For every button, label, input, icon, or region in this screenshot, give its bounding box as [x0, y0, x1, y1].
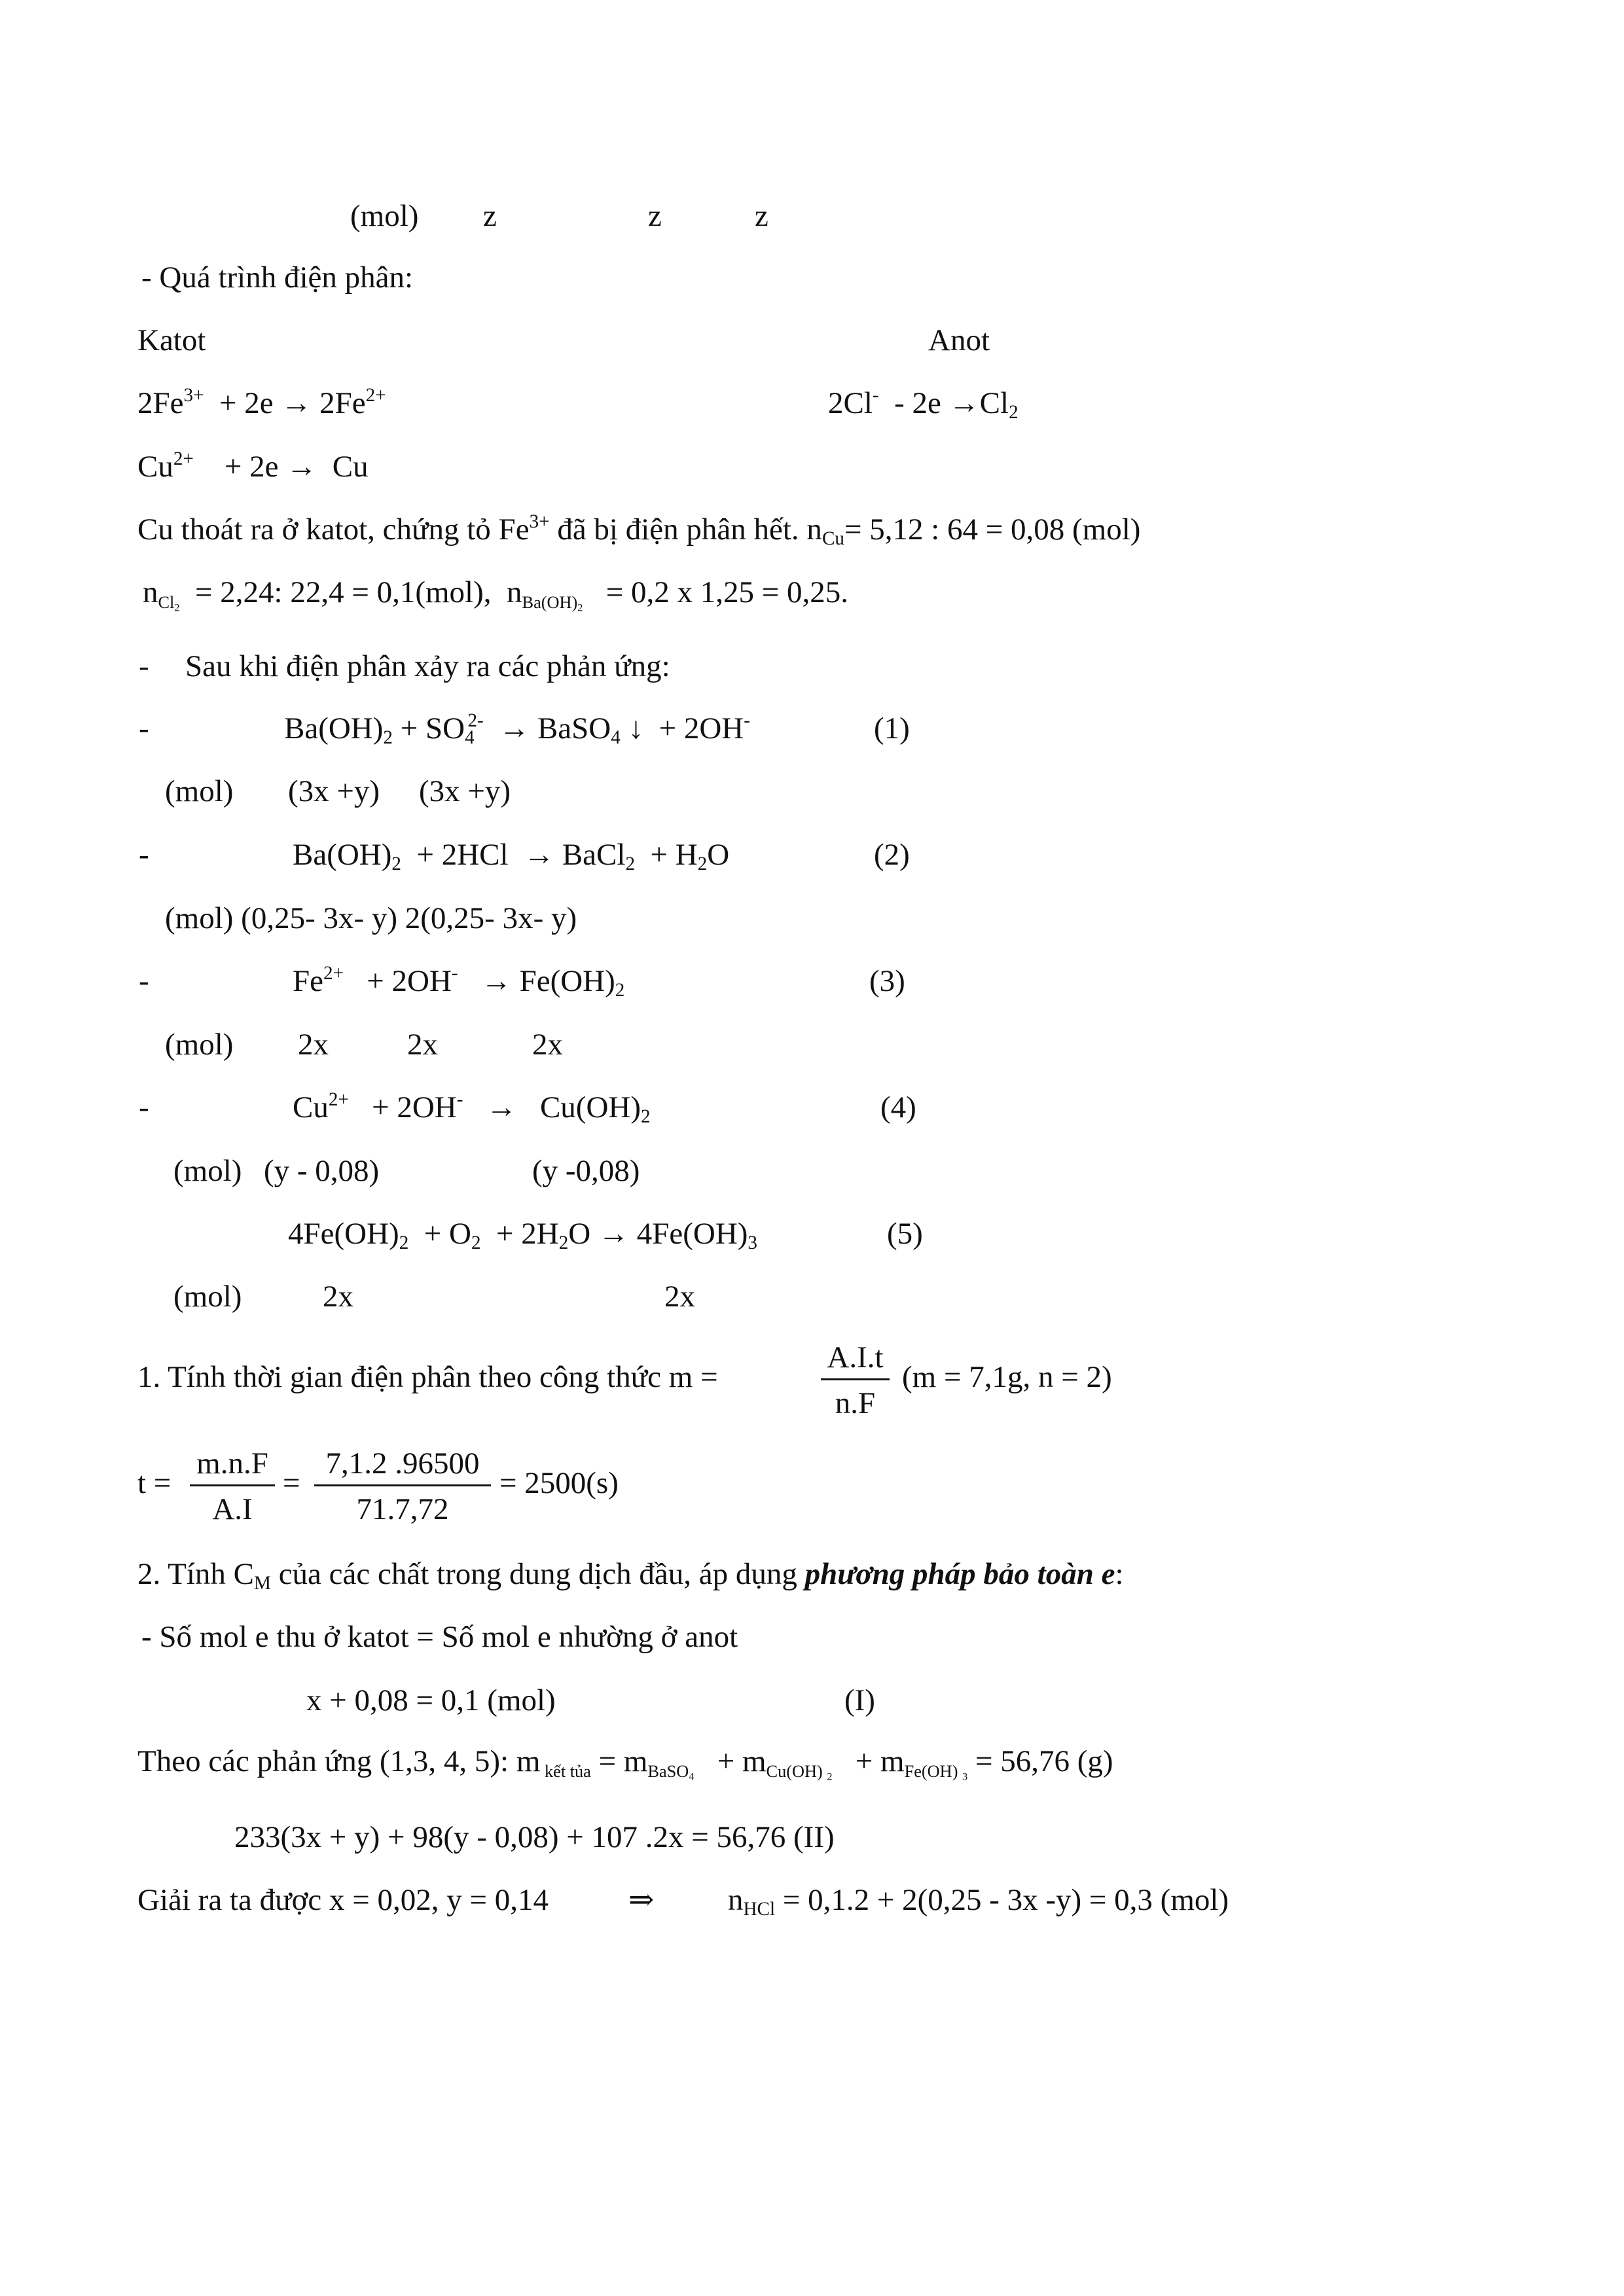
mol-unit: (mol): [350, 199, 419, 233]
mol4-unit: (mol): [173, 1154, 242, 1188]
equation-I-number: (I): [844, 1683, 875, 1717]
t-fraction-1: [190, 1448, 275, 1525]
eq4-dash: -: [139, 1090, 149, 1124]
precipitate-mass-line: Theo các phản ứng (1,3, 4, 5): m kết tủa = mBaSO$_4$ + mCu(OH) $_2$ + mFe(OH) $_3$ = 56,76 (g): [137, 1744, 1113, 1783]
katot-equation-1: $2Fe^{3+} + 2e \to 2Fe^{2+}$: [137, 384, 386, 420]
after-text: Sau khi điện phân xảy ra các phản ứng:: [185, 649, 670, 683]
cu-conclusion-line: Cu thoát ra ở katot, chứng tỏ $Fe^{3+}$ đã bị điện phân hết. $n_{Cu}= 5,12$ : 64 = 0,08 (mol): [137, 511, 1141, 550]
mol2-line: (mol) (0,25- 3x- y) 2(0,25- 3x- y): [165, 901, 577, 935]
final-solution: Giải ra ta được x = 0,02, y = 0,14: [137, 1883, 549, 1917]
reaction-1: $Ba(OH)_2 + SO_4^{2-}$ → BaSO$_4$ ↓ + 2OH-: [284, 709, 750, 749]
question-1-tail: (m = 7,1g, n = 2): [902, 1360, 1112, 1394]
question-1-text: 1. Tính thời gian điện phân theo công thức m =: [137, 1360, 718, 1394]
process-title: - Quá trình điện phân:: [141, 260, 414, 295]
reaction-2: $Ba(OH)_2 + 2HCl$ → BaCl$_2$ + $H_2O$: [293, 838, 730, 875]
fraction-denominator: 71.7,72: [356, 1492, 449, 1526]
mol-z3: z: [755, 199, 768, 233]
equation-I: x + 0,08 = 0,1 (mol): [306, 1683, 556, 1717]
implies-arrow: ⇒: [628, 1883, 655, 1917]
mol-z1: z: [483, 199, 497, 233]
mol5-unit: (mol): [173, 1280, 242, 1314]
electron-balance-line: - Số mol e thu ở katot = Số mol e nhường ở anot: [141, 1620, 738, 1654]
reaction-1-number: (1): [874, 711, 910, 745]
t-lhs: t =: [137, 1466, 171, 1500]
katot-equation-2: $Cu^{2+}$ + 2e → Cu: [137, 448, 369, 484]
mol5-b: 2x: [664, 1280, 695, 1314]
reaction-5-number: (5): [887, 1217, 923, 1251]
reaction-4: $Cu^{2+}$ + 2OH- → $Cu(OH)_2$: [293, 1088, 651, 1128]
anot-label: Anot: [928, 323, 990, 357]
moles-line: nCl$_2$ = 2,24: 22,4 = 0,1(mol), $nBa(OH)_2$ = 0,2 x 1,25 = 0,25.: [143, 575, 848, 614]
mol3-b: 2x: [407, 1028, 438, 1062]
formula-fraction-q1: [821, 1342, 890, 1419]
anot-equation: $2Cl^- - 2e \to Cl_2$: [828, 384, 1019, 423]
eq2-dash: -: [139, 838, 149, 872]
final-hcl: $n_{HCl} = 0,1.2 + 2(0,25 - 3x$ -y) = 0,3 (mol): [728, 1883, 1229, 1920]
mol4-a: (y - 0,08): [264, 1154, 380, 1188]
mol5-a: 2x: [323, 1280, 353, 1314]
eq3-dash: -: [139, 964, 149, 998]
equation-II: 233(3x + y) + 98(y - 0,08) + 107 .2x = 56,76 (II): [234, 1820, 835, 1854]
fraction-numerator: A.I.t: [821, 1342, 890, 1380]
fraction-numerator: m.n.F: [190, 1448, 275, 1486]
reaction-3-number: (3): [869, 964, 905, 998]
t-result: = 2500(s): [499, 1466, 619, 1500]
mol1-b: (3x +y): [419, 774, 511, 808]
fraction-denominator: n.F: [835, 1386, 876, 1420]
mol1-unit: (mol): [165, 774, 234, 808]
eq1-dash: -: [139, 711, 149, 745]
mol1-a: (3x +y): [288, 774, 380, 808]
mol3-a: 2x: [298, 1028, 329, 1062]
mol-z2: z: [648, 199, 662, 233]
after-dash: -: [139, 649, 149, 683]
katot-label: Katot: [137, 323, 206, 357]
mol4-b: (y -0,08): [532, 1154, 640, 1188]
reaction-2-number: (2): [874, 838, 910, 872]
reaction-5: $4Fe(OH)_2 + O_2 + 2H_2O \to 4Fe(OH)_3$: [288, 1217, 757, 1254]
fraction-denominator: A.I: [212, 1492, 253, 1526]
t-equals: =: [283, 1466, 300, 1500]
fraction-numerator: 7,1.2 .96500: [314, 1448, 491, 1486]
mol3-c: 2x: [532, 1028, 563, 1062]
mol3-unit: (mol): [165, 1028, 234, 1062]
t-fraction-2: [314, 1448, 491, 1525]
reaction-4-number: (4): [880, 1090, 916, 1124]
question-2: 2. Tính $C_M$ của các chất trong dung dịch đầu, áp dụng phương pháp bảo toàn e:: [137, 1557, 1124, 1594]
reaction-3: $Fe^{2+}$ + 2OH- → $Fe(OH)_2$: [293, 962, 625, 1001]
